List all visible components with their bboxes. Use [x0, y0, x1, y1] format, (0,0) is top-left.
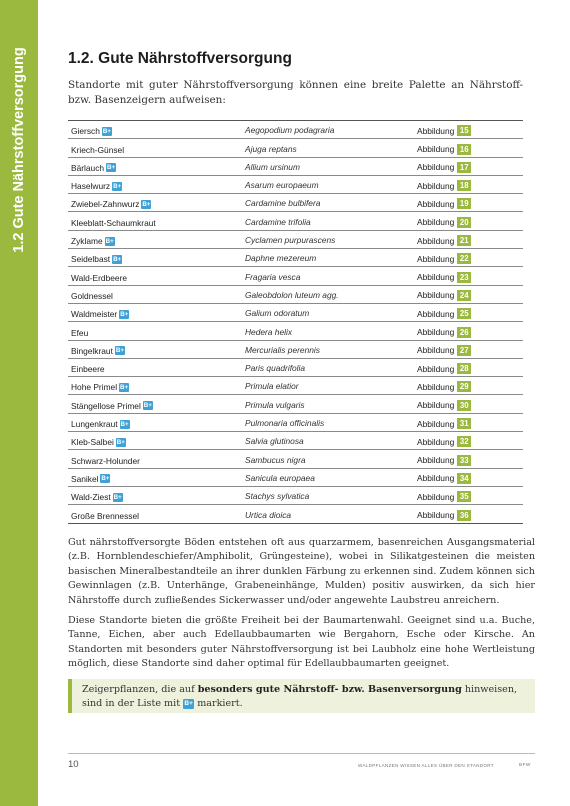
- figure-label: Abbildung: [417, 400, 455, 411]
- figure-label: Abbildung: [417, 272, 455, 283]
- table-row: [68, 286, 523, 304]
- side-label-container: [0, 0, 38, 806]
- page-title: 1.2. Gute Nährstoffversorgung: [68, 50, 292, 67]
- species-name-cell: [71, 273, 127, 283]
- species-latin-name: Allium ursinum: [245, 161, 300, 172]
- table-row: [68, 505, 523, 523]
- figure-number: 19: [457, 198, 471, 209]
- species-common-name: Efeu: [71, 327, 89, 338]
- species-name-cell: [71, 291, 113, 301]
- figure-label: Abbildung: [417, 125, 455, 136]
- basic-indicator-badge: B+: [113, 493, 122, 501]
- table-row: [68, 322, 523, 340]
- table-row: [68, 194, 523, 212]
- figure-number: 24: [457, 290, 471, 301]
- species-common-name: Kleeblatt-Schaumkraut: [71, 217, 156, 228]
- figure-number: 28: [457, 363, 471, 374]
- species-common-name: Bingelkraut: [71, 345, 113, 356]
- species-common-name: Giersch: [71, 126, 100, 137]
- species-table: [68, 120, 523, 524]
- figure-number: 20: [457, 217, 471, 228]
- table-row: [68, 414, 523, 432]
- figure-number: 33: [457, 455, 471, 466]
- figure-label: Abbildung: [417, 455, 455, 466]
- table-row: [68, 450, 523, 468]
- table-row: [68, 158, 523, 176]
- figure-label: Abbildung: [417, 345, 455, 356]
- species-name-cell: [71, 456, 140, 466]
- basic-indicator-badge: B+: [184, 700, 193, 708]
- species-name-cell: [71, 401, 153, 411]
- figure-number: 15: [457, 125, 471, 136]
- species-latin-name: Paris quadrifolia: [245, 363, 306, 374]
- figure-label: Abbildung: [417, 308, 455, 319]
- species-latin-name: Cardamine bulbifera: [245, 198, 321, 209]
- species-common-name: Kleb-Salbei: [71, 437, 114, 448]
- figure-label: Abbildung: [417, 473, 455, 484]
- figure-label: Abbildung: [417, 436, 455, 447]
- figure-number: 32: [457, 436, 471, 447]
- table-row: [68, 341, 523, 359]
- species-name-cell: [71, 346, 125, 356]
- figure-reference: [417, 400, 471, 411]
- species-latin-name: Pulmonaria officinalis: [245, 418, 325, 429]
- figure-number: 21: [457, 235, 471, 246]
- species-common-name: Zwiebel-Zahnwurz: [71, 199, 140, 210]
- basic-indicator-badge: B+: [143, 402, 152, 410]
- figure-reference: [417, 436, 471, 447]
- side-label: 1.2 Gute Nährstoffversorgung: [11, 47, 27, 253]
- figure-label: Abbildung: [417, 381, 455, 392]
- table-row: [68, 267, 523, 285]
- species-name-cell: [71, 328, 88, 338]
- note-box: [68, 679, 535, 713]
- figure-number: 29: [457, 381, 471, 392]
- figure-number: 27: [457, 345, 471, 356]
- figure-reference: [417, 455, 471, 466]
- species-latin-name: Hedera helix: [245, 326, 293, 337]
- species-latin-name: Cardamine trifolia: [245, 216, 311, 227]
- figure-reference: [417, 144, 471, 155]
- page-number: 10: [68, 759, 79, 770]
- species-common-name: Zyklame: [71, 236, 103, 247]
- basic-indicator-badge: B+: [105, 237, 114, 245]
- figure-reference: [417, 125, 471, 136]
- table-row: [68, 377, 523, 395]
- basic-indicator-badge: B+: [115, 347, 124, 355]
- figure-label: Abbildung: [417, 510, 455, 521]
- body-paragraph-1: Gut nährstoffversorgte Böden entstehen oft aus quarzarmem, basenreichen Ausgangsmaterial (z.B. Hornblendeschiefer/Amphibolit, Grüngesteine), wobei in Silikatgesteinen die meisten basischen Mineralbestandteile an ihrer dunklen Färbung zu erkennen sind. Zudem können sich Gewinnlagen (z.B. Unterhänge, Grabeneinhänge, Mulden) positiv auswirken, da sich hier Nährstoffe durch zufließendes Sickerwasser und/oder angewehte Laubstreu anreichern.: [68, 537, 535, 606]
- figure-reference: [417, 345, 471, 356]
- species-name-cell: [71, 236, 115, 246]
- species-name-cell: [71, 511, 139, 521]
- figure-number: 31: [457, 418, 471, 429]
- figure-reference: [417, 473, 471, 484]
- footer-title: WALDPFLANZEN WISSEN ALLES ÜBER DEN STANDORT: [358, 763, 494, 768]
- species-name-cell: [71, 492, 123, 502]
- basic-indicator-badge: B+: [120, 420, 129, 428]
- figure-number: 22: [457, 253, 471, 264]
- species-common-name: Hohe Primel: [71, 382, 118, 393]
- species-latin-name: Urtica dioica: [245, 509, 292, 520]
- species-name-cell: [71, 437, 126, 447]
- note-text-before: Zeigerpflanzen, die auf: [82, 684, 198, 695]
- species-latin-name: Salvia glutinosa: [245, 436, 304, 447]
- species-latin-name: Sanicula europaea: [245, 472, 315, 483]
- footer-org: BFW: [519, 763, 531, 768]
- figure-label: Abbildung: [417, 162, 455, 173]
- figure-number: 23: [457, 272, 471, 283]
- species-name-cell: [71, 218, 156, 228]
- figure-label: Abbildung: [417, 253, 455, 264]
- figure-label: Abbildung: [417, 327, 455, 338]
- species-latin-name: Cyclamen purpurascens: [245, 235, 336, 246]
- footer-divider: [68, 753, 535, 754]
- species-latin-name: Asarum europaeum: [245, 180, 319, 191]
- species-common-name: Wald-Ziest: [71, 492, 111, 503]
- species-common-name: Waldmeister: [71, 309, 118, 320]
- species-common-name: Seidelbast: [71, 254, 111, 265]
- figure-reference: [417, 308, 471, 319]
- species-name-cell: [71, 254, 122, 264]
- figure-label: Abbildung: [417, 144, 455, 155]
- species-name-cell: [71, 145, 124, 155]
- species-latin-name: Daphne mezereum: [245, 253, 317, 264]
- figure-label: Abbildung: [417, 217, 455, 228]
- basic-indicator-badge: B+: [116, 438, 125, 446]
- figure-label: Abbildung: [417, 198, 455, 209]
- basic-indicator-badge: B+: [101, 475, 110, 483]
- table-row: [68, 212, 523, 230]
- species-common-name: Wald-Erdbeere: [71, 272, 128, 283]
- species-latin-name: Sambucus nigra: [245, 454, 306, 465]
- species-common-name: Haselwurz: [71, 181, 111, 192]
- basic-indicator-badge: B+: [120, 383, 129, 391]
- figure-number: 25: [457, 308, 471, 319]
- species-latin-name: Primula elatior: [245, 381, 299, 392]
- species-name-cell: [71, 419, 130, 429]
- basic-indicator-badge: B+: [142, 200, 151, 208]
- species-common-name: Bärlauch: [71, 162, 105, 173]
- table-row: [68, 469, 523, 487]
- figure-reference: [417, 162, 471, 173]
- figure-label: Abbildung: [417, 363, 455, 374]
- table-row: [68, 231, 523, 249]
- basic-indicator-badge: B+: [102, 127, 111, 135]
- figure-reference: [417, 491, 471, 502]
- figure-number: 35: [457, 491, 471, 502]
- figure-reference: [417, 198, 471, 209]
- species-common-name: Sanikel: [71, 473, 99, 484]
- figure-number: 34: [457, 473, 471, 484]
- basic-indicator-badge: B+: [120, 310, 129, 318]
- species-name-cell: [71, 199, 151, 209]
- body-paragraph-2: Diese Standorte bieten die größte Freiheit bei der Baumartenwahl. Geeignet sind u.a. Buche, Tanne, Eichen, aber auch Edellaubbaumarten wie Bergahorn, Esche oder Kirsche. An Standorten mit besonders guter Nährstoffversorgung ist bei Laubholz eine hohe Wertleistung möglich, diese Standorte sind daher optimal für Edellaubbaumarten geeignet.: [68, 615, 535, 670]
- species-common-name: Große Brennessel: [71, 510, 139, 521]
- figure-reference: [417, 272, 471, 283]
- table-row: [68, 359, 523, 377]
- species-common-name: Schwarz-Holunder: [71, 455, 140, 466]
- species-latin-name: Galeobdolon luteum agg.: [245, 289, 339, 300]
- species-name-cell: [71, 181, 122, 191]
- figure-label: Abbildung: [417, 180, 455, 191]
- species-name-cell: [71, 126, 112, 136]
- intro-paragraph: Standorte mit guter Nährstoffversorgung können eine breite Palette an Nährstoff- bzw. Basenzeigern aufweisen:: [68, 79, 523, 106]
- species-latin-name: Galium odoratum: [245, 308, 310, 319]
- figure-reference: [417, 418, 471, 429]
- species-name-cell: [71, 364, 105, 374]
- figure-reference: [417, 235, 471, 246]
- basic-indicator-badge: B+: [107, 164, 116, 172]
- figure-label: Abbildung: [417, 491, 455, 502]
- figure-label: Abbildung: [417, 235, 455, 246]
- species-name-cell: [71, 309, 129, 319]
- figure-reference: [417, 290, 471, 301]
- species-common-name: Einbeere: [71, 364, 105, 375]
- figure-number: 18: [457, 180, 471, 191]
- figure-number: 17: [457, 162, 471, 173]
- species-common-name: Goldnessel: [71, 290, 113, 301]
- species-name-cell: [71, 474, 110, 484]
- table-row: [68, 432, 523, 450]
- table-row: [68, 395, 523, 413]
- species-latin-name: Aegopodium podagraria: [245, 125, 335, 136]
- figure-reference: [417, 217, 471, 228]
- species-latin-name: Ajuga reptans: [245, 143, 297, 154]
- figure-label: Abbildung: [417, 418, 455, 429]
- figure-reference: [417, 381, 471, 392]
- species-name-cell: [71, 382, 129, 392]
- figure-reference: [417, 327, 471, 338]
- table-row: [68, 249, 523, 267]
- table-row: [68, 304, 523, 322]
- table-row: [68, 121, 523, 139]
- figure-reference: [417, 180, 471, 191]
- basic-indicator-badge: B+: [113, 182, 122, 190]
- species-latin-name: Fragaria vesca: [245, 271, 301, 282]
- species-latin-name: Mercurialis perennis: [245, 344, 320, 355]
- note-text-bold: besonders gute Nährstoff- bzw. Basenversorgung: [197, 684, 462, 695]
- note-text-middle: hinweisen, sind in der Liste mit: [82, 684, 518, 710]
- figure-reference: [417, 363, 471, 374]
- figure-reference: [417, 253, 471, 264]
- figure-number: 36: [457, 510, 471, 521]
- species-common-name: Lungenkraut: [71, 419, 118, 430]
- note-text-after: markiert.: [194, 698, 243, 710]
- table-row: [68, 139, 523, 157]
- species-common-name: Stängellose Primel: [71, 400, 141, 411]
- table-row: [68, 487, 523, 505]
- species-latin-name: Stachys sylvatica: [245, 491, 310, 502]
- table-row: [68, 176, 523, 194]
- figure-number: 26: [457, 327, 471, 338]
- figure-reference: [417, 510, 471, 521]
- species-common-name: Kriech-Günsel: [71, 144, 125, 155]
- species-name-cell: [71, 163, 116, 173]
- figure-number: 30: [457, 400, 471, 411]
- basic-indicator-badge: B+: [113, 255, 122, 263]
- figure-number: 16: [457, 144, 471, 155]
- species-latin-name: Primula vulgaris: [245, 399, 305, 410]
- figure-label: Abbildung: [417, 290, 455, 301]
